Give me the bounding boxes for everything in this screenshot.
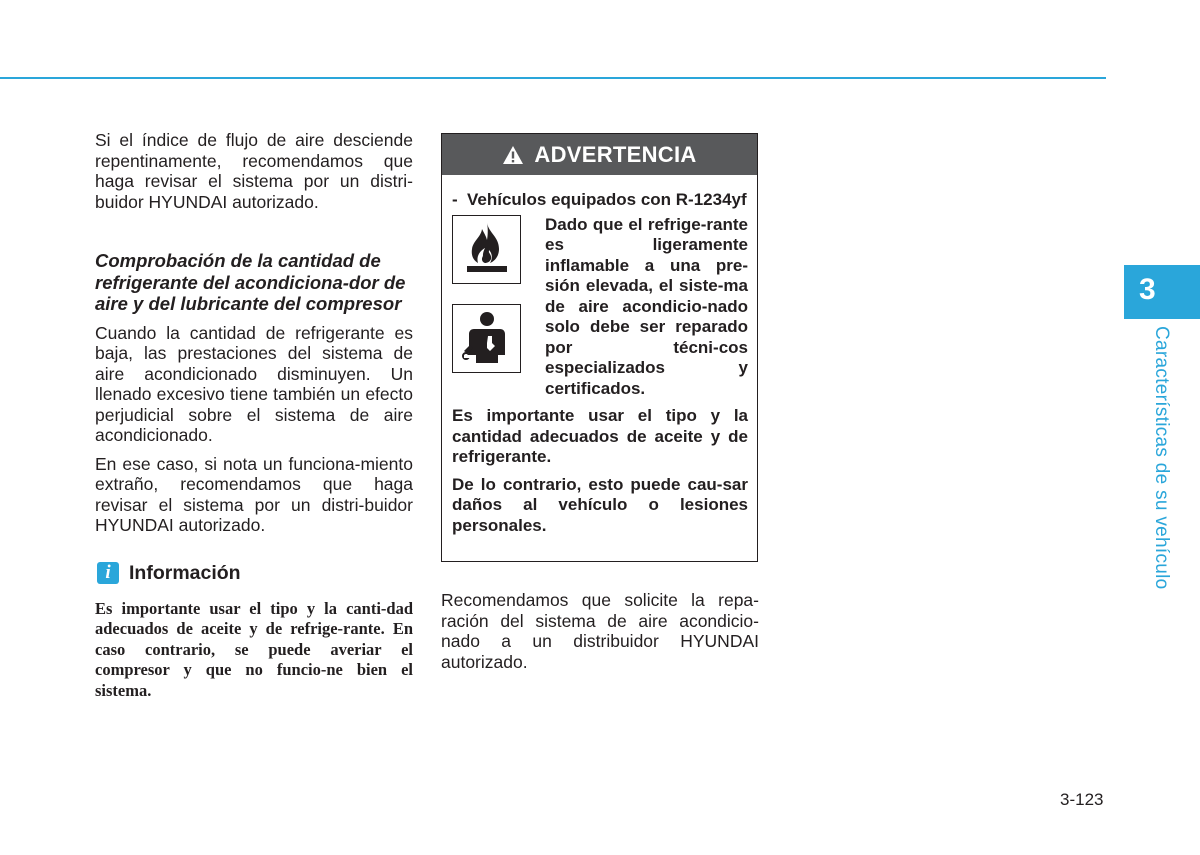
warning-icon-row	[452, 215, 748, 400]
warning-icon-text: Dado que el refrige-rante es ligeramente inflamable a una pre-sión elevada, el siste-ma de aire acondicio-nado solo debe ser reparado por técni-cos especializados y certificados.	[545, 214, 748, 398]
malfunction-paragraph: En ese caso, si nota un funciona-miento extraño, recomendamos que haga revisar el sistema por un distri-buidor HYUNDAI autorizado.	[95, 453, 413, 535]
warning-icon-column	[452, 215, 545, 400]
left-column	[95, 130, 413, 701]
chapter-tab: 3	[1124, 265, 1200, 319]
repair-recommendation: Recomendamos que solicite la repa-ración del sistema de aire acondicio-nado a un distribuidor HYUNDAI autorizado.	[441, 590, 759, 672]
chapter-title: Características de su vehículo	[1151, 326, 1172, 590]
intro-paragraph: Si el índice de flujo de aire desciende repentinamente, recomendamos que haga revisar el sistema por un distri-buidor HYUNDAI autorizado.	[95, 130, 413, 212]
warning-header	[442, 134, 757, 175]
refrigerant-paragraph: Cuando la cantidad de refrigerante es baja, las prestaciones del sistema de aire acondicionado disminuyen. Un llenado excesivo tiene también un efecto perjudicial sobre el sistema de aire acondicionado.	[95, 322, 413, 445]
warning-paragraph-1: Es importante usar el tipo y la cantidad adecuados de aceite y de refrigerante.	[452, 406, 748, 466]
info-title: Información	[129, 561, 241, 584]
warning-paragraph-2: De lo contrario, esto puede cau-sar daños al vehículo o lesiones personales.	[452, 474, 748, 535]
page-number: 3-123	[1060, 790, 1104, 809]
warning-triangle-icon	[502, 145, 524, 165]
technician-icon	[452, 304, 521, 373]
warning-bullet-title: Vehículos equipados con R-1234yf	[467, 190, 747, 209]
info-icon: i	[97, 562, 119, 584]
info-header	[95, 562, 413, 585]
warning-title: ADVERTENCIA	[534, 141, 697, 167]
info-text: Es importante usar el tipo y la canti-dad adecuados de aceite y de refrige-rante. En caso contrario, se puede averiar el compresor y que no funcio-ne bien el sistema.	[95, 598, 413, 700]
warning-body	[442, 175, 757, 536]
warning-bullet	[452, 190, 748, 211]
bullet-dash: -	[452, 190, 458, 209]
section-heading: Comprobación de la cantidad de refrigerante del acondiciona-dor de aire y del lubricante del compresor	[95, 250, 406, 314]
warning-box	[441, 133, 758, 562]
top-rule	[0, 77, 1106, 79]
flammable-icon	[452, 215, 521, 284]
